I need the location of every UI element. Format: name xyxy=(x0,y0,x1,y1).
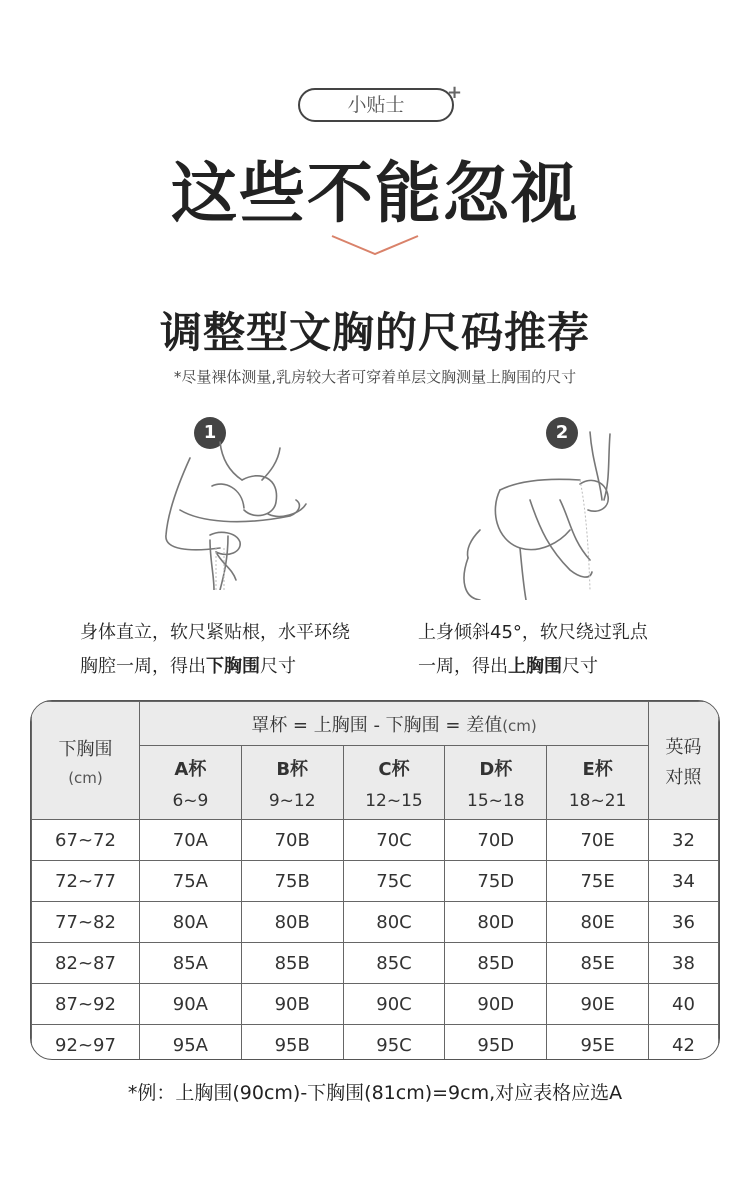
under-bust-header: 下胸围 (cm) xyxy=(32,702,140,820)
step-2-description xyxy=(418,616,648,684)
table-row xyxy=(32,820,719,861)
step-1-description xyxy=(80,616,350,684)
uk-size-header: 英码 对照 xyxy=(649,702,719,820)
size-table xyxy=(31,701,719,1060)
band-cell: 72~77 xyxy=(32,861,140,902)
size-cell: 90C xyxy=(343,984,445,1025)
size-cell: 80D xyxy=(445,902,547,943)
step-2-badge: 2 xyxy=(546,417,578,449)
uk-size-cell: 42 xyxy=(649,1025,719,1061)
size-cell: 70D xyxy=(445,820,547,861)
size-cell: 85D xyxy=(445,943,547,984)
measurement-note: *尽量裸体测量,乳房较大者可穿着单层文胸测量上胸围的尺寸 xyxy=(173,368,577,386)
size-cell: 70A xyxy=(140,820,242,861)
size-cell: 70C xyxy=(343,820,445,861)
uk-size-cell: 36 xyxy=(649,902,719,943)
size-cell: 80A xyxy=(140,902,242,943)
band-cell: 67~72 xyxy=(32,820,140,861)
size-cell: 95C xyxy=(343,1025,445,1061)
size-cell: 90E xyxy=(547,984,649,1025)
page-title: 这些不能忽视 xyxy=(171,155,579,232)
step-1-badge: 1 xyxy=(194,417,226,449)
size-cell: 80C xyxy=(343,902,445,943)
table-row xyxy=(32,861,719,902)
step-2-line-2: 一周，得出上胸围尺寸 xyxy=(418,656,598,677)
size-cell: 70E xyxy=(547,820,649,861)
section-title: 调整型文胸的尺码推荐 xyxy=(159,308,590,357)
step-1-line-1: 身体直立，软尺紧贴根，水平环绕 xyxy=(80,622,350,643)
cup-header-1: B杯 9~12 xyxy=(241,746,343,820)
size-table-body xyxy=(32,820,719,1061)
step-1-line-2: 胸腔一周，得出下胸围尺寸 xyxy=(80,656,296,677)
size-cell: 75E xyxy=(547,861,649,902)
size-cell: 85A xyxy=(140,943,242,984)
size-chart xyxy=(30,700,720,1060)
band-cell: 92~97 xyxy=(32,1025,140,1061)
size-cell: 95A xyxy=(140,1025,242,1061)
size-cell: 80B xyxy=(241,902,343,943)
measure-over-bust-illustration xyxy=(460,430,630,600)
chevron-down-icon xyxy=(330,232,420,258)
table-row xyxy=(32,902,719,943)
measure-under-bust-illustration xyxy=(150,440,320,590)
cup-formula-header: 罩杯 = 上胸围 - 下胸围 = 差值(cm) xyxy=(140,702,649,746)
cup-header-0: A杯 6~9 xyxy=(140,746,242,820)
uk-size-cell: 32 xyxy=(649,820,719,861)
uk-size-cell: 38 xyxy=(649,943,719,984)
table-row xyxy=(32,984,719,1025)
size-cell: 85C xyxy=(343,943,445,984)
step-2-line-1: 上身倾斜45°，软尺绕过乳点 xyxy=(418,622,648,643)
size-cell: 95E xyxy=(547,1025,649,1061)
band-cell: 82~87 xyxy=(32,943,140,984)
size-cell: 70B xyxy=(241,820,343,861)
plus-icon: + xyxy=(447,82,463,103)
size-cell: 80E xyxy=(547,902,649,943)
uk-size-cell: 34 xyxy=(649,861,719,902)
size-cell: 75A xyxy=(140,861,242,902)
band-cell: 87~92 xyxy=(32,984,140,1025)
size-cell: 75D xyxy=(445,861,547,902)
size-cell: 90A xyxy=(140,984,242,1025)
size-cell: 90B xyxy=(241,984,343,1025)
uk-size-cell: 40 xyxy=(649,984,719,1025)
size-cell: 95B xyxy=(241,1025,343,1061)
tips-tag xyxy=(298,88,454,122)
cup-header-4: E杯 18~21 xyxy=(547,746,649,820)
cup-header-2: C杯 12~15 xyxy=(343,746,445,820)
size-cell: 85E xyxy=(547,943,649,984)
size-cell: 75B xyxy=(241,861,343,902)
cup-header-3: D杯 15~18 xyxy=(445,746,547,820)
size-cell: 95D xyxy=(445,1025,547,1061)
band-cell: 77~82 xyxy=(32,902,140,943)
tips-tag-label: 小贴士 xyxy=(347,94,405,116)
size-cell: 85B xyxy=(241,943,343,984)
table-row xyxy=(32,1025,719,1061)
table-row xyxy=(32,943,719,984)
size-cell: 90D xyxy=(445,984,547,1025)
size-cell: 75C xyxy=(343,861,445,902)
example-footnote: *例：上胸围(90cm)-下胸围(81cm)=9cm,对应表格应选A xyxy=(127,1082,623,1104)
